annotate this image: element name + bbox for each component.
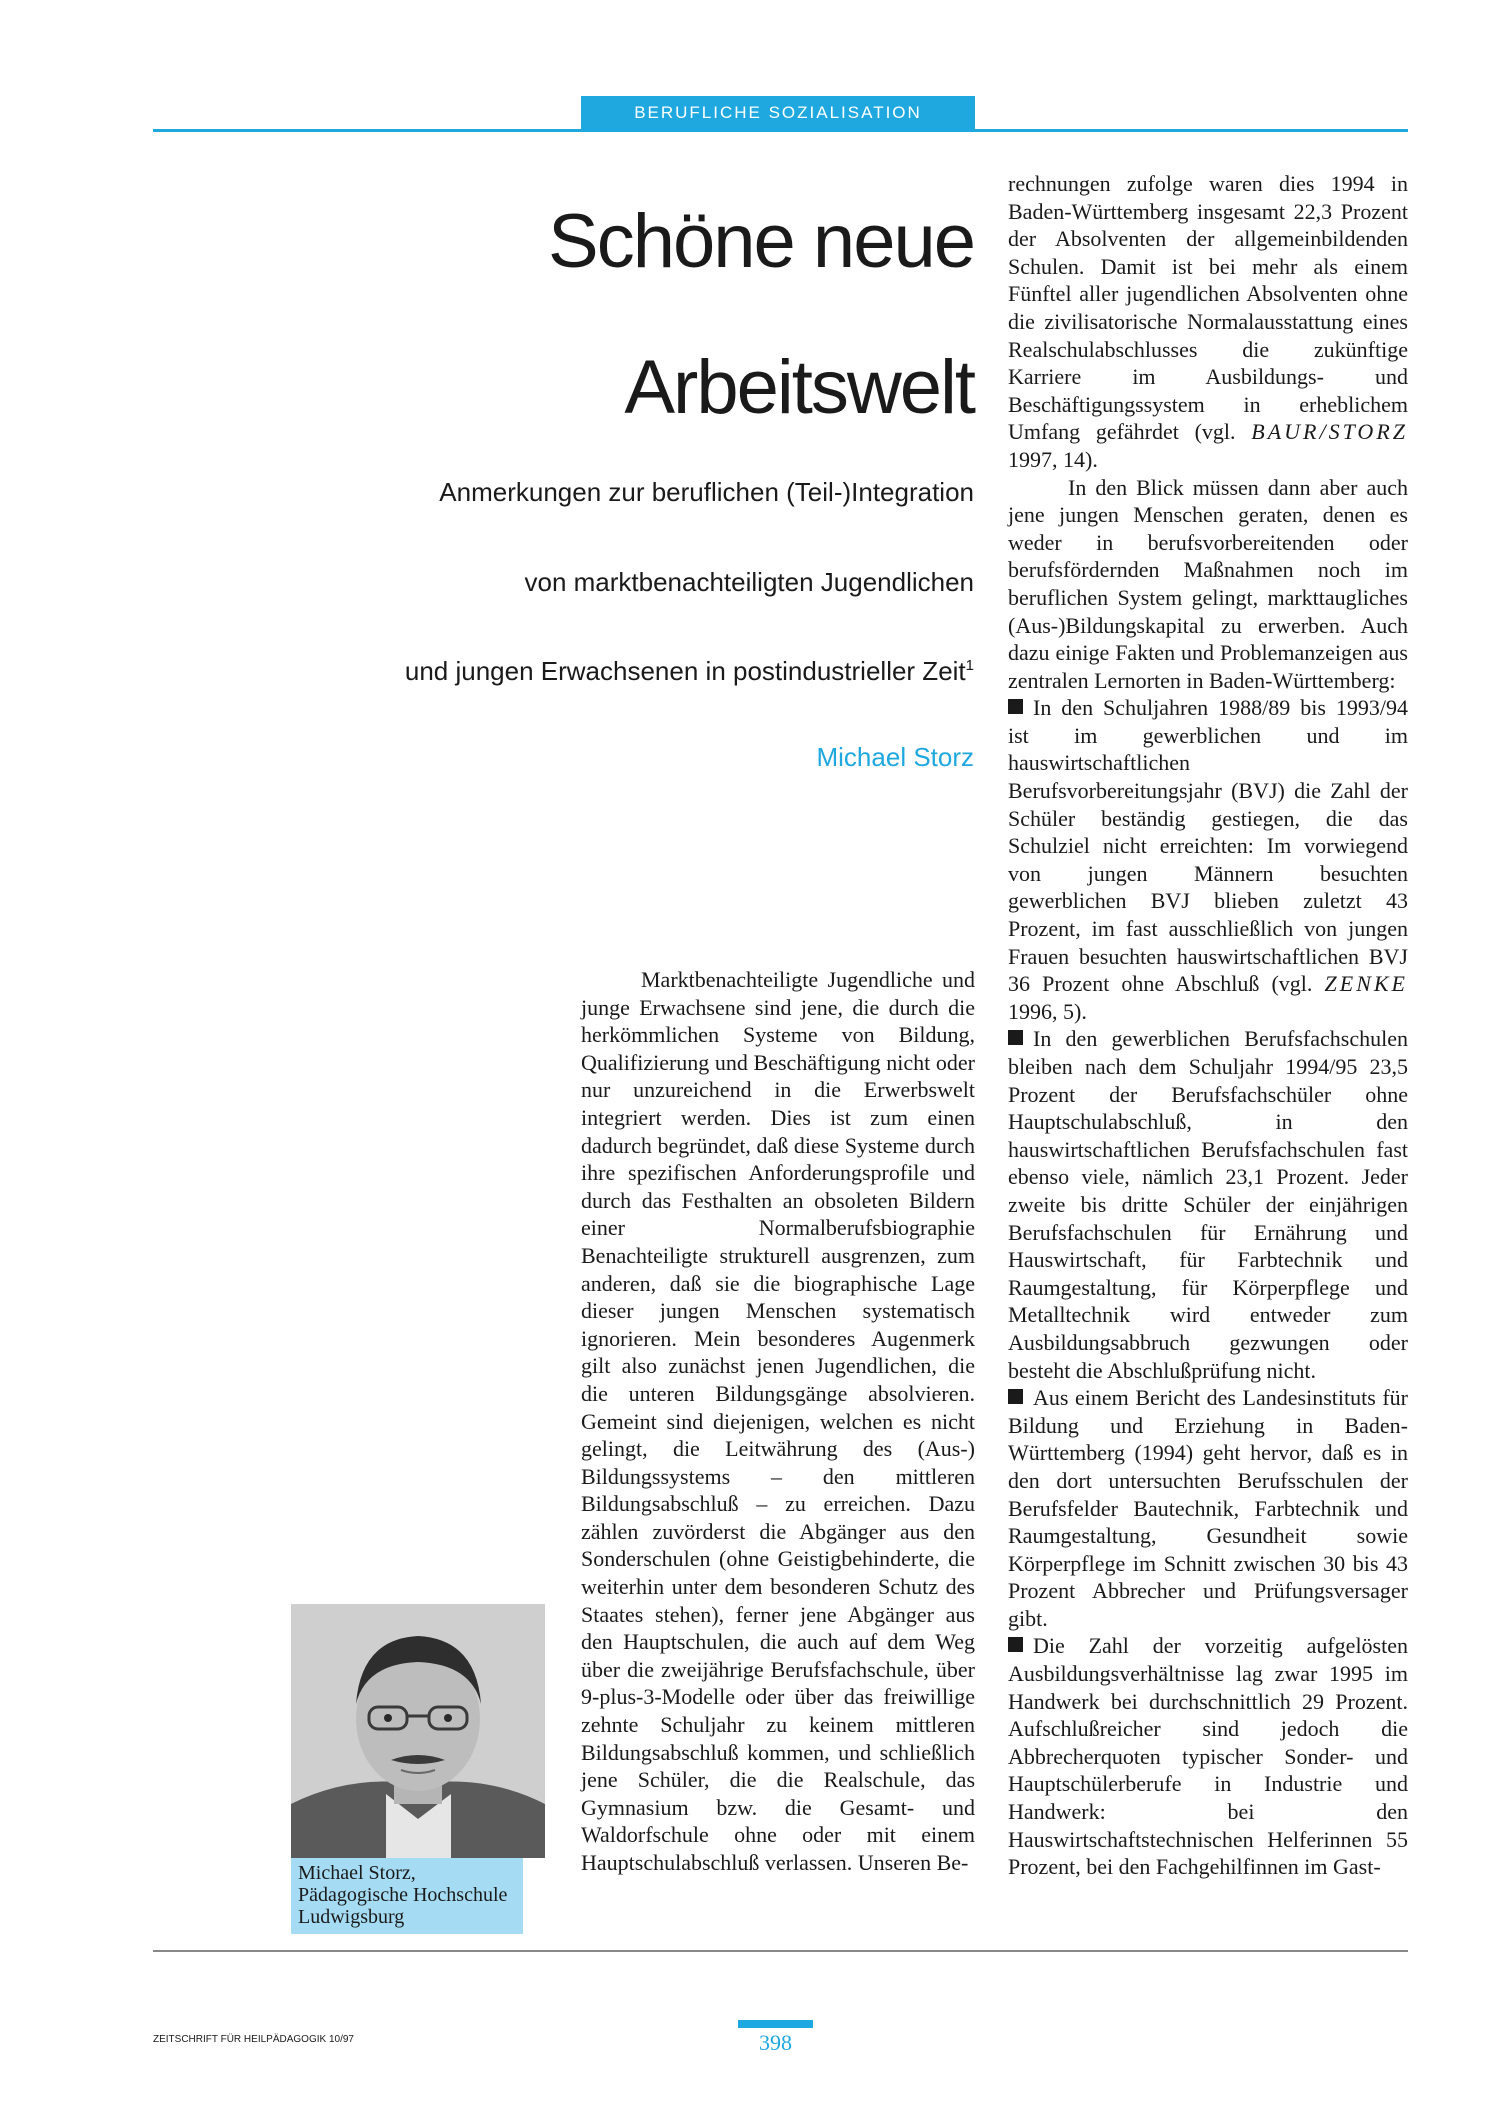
square-bullet-icon: [1008, 1030, 1023, 1045]
citation: ZENKE: [1324, 971, 1408, 997]
text-run: rechnungen zufolge waren dies 1994 in Baden-Württemberg insgesamt 22,3 Prozent der Absolventen der allgemeinbildenden Schulen. Damit ist bei mehr als einem Fünftel aller jugendlichen Absolventen ohne die zivilisatorische Normalausstattung eines Realschulabschlusses die zukünftige Karriere im Ausbildungs- und Beschäftigungssystem in erheblichem Umfang gefährdet (vgl.: [1008, 171, 1408, 445]
caption-line-institution: Pädagogische Hochschule: [298, 1884, 508, 1906]
portrait-illustration: [291, 1604, 545, 1858]
bullet-item: [1008, 1025, 1408, 1384]
text-run: In den Schuljahren 1988/89 bis 1993/94 ist im gewerblichen und im hauswirtschaftlichen Berufsvorbereitungsjahr (BVJ) die Zahl der Schüler beständig gestiegen, die das Schulziel nicht erreichten: Im vorwiegend von jungen Männern besuchten gewerblichen BVJ blieben zuletzt 43 Prozent, im fast ausschließlich von jungen Frauen besuchten hauswirtschaftlichen BVJ 36 Prozent ohne Abschluß (vgl.: [1008, 695, 1408, 997]
article-subtitle-line-3: [405, 658, 974, 684]
author-byline: Michael Storz: [816, 742, 974, 772]
header-rule: [153, 129, 1408, 132]
author-photo: [291, 1604, 545, 1858]
text-run: Aus einem Bericht des Landesinstituts für Bildung und Erziehung in Baden-Württemberg (1994) geht hervor, daß es in den dort untersuchten Berufsschulen der Berufsfelder Bautechnik, Farbtechnik und Raumgestaltung, Gesundheit sowie Körperpflege im Schnitt zwischen 30 bis 43 Prozent Abbrecher und Prüfungsversager gibt.: [1008, 1385, 1408, 1631]
text-run: In den gewerblichen Berufsfachschulen bleiben nach dem Schuljahr 1994/95 23,5 Prozent der Berufsfachschüler ohne Hauptschulabschluß, in den hauswirtschaftlichen Berufsfachschulen fast ebenso viele, nämlich 23,1 Prozent. Jeder zweite bis dritte Schüler der einjährigen Berufsfachschulen für Ernährung und Hauswirtschaft, für Farbtechnik und Raumgestaltung, für Körperpflege und Metalltechnik wird entweder zum Ausbildungsabbruch gezwungen oder besteht die Abschlußprüfung nicht.: [1008, 1026, 1408, 1383]
bullet-item: [1008, 1384, 1408, 1632]
page-number: 398: [759, 2030, 792, 2055]
body-column-middle: [581, 966, 975, 1877]
journal-name: ZEITSCHRIFT FÜR HEILPÄDAGOGIK 10/97: [153, 2034, 354, 2045]
bullet-item: [1008, 1632, 1408, 1880]
article-title-line-2: Arbeitswelt: [624, 345, 974, 430]
citation: BAUR/STORZ: [1251, 419, 1408, 445]
paragraph: [1008, 170, 1408, 474]
bullet-item: [1008, 694, 1408, 1025]
text-run: Die Zahl der vorzeitig aufgelösten Ausbildungsverhältnisse lag zwar 1995 im Handwerk bei durchschnittlich 29 Prozent. Aufschlußreicher sind jedoch die Abbrecherquoten typischer Sonder- und Hauptschülerberufe in Industrie und Handwerk: bei den Hauswirtschaftstechnischen Helferinnen 55 Prozent, bei den Fachgehilfinnen im Gast-: [1008, 1633, 1408, 1880]
text-run: 1997, 14).: [1008, 446, 1098, 472]
square-bullet-icon: [1008, 1637, 1023, 1652]
text-run: 1996, 5).: [1008, 998, 1087, 1024]
page-number-marker: [738, 2020, 813, 2028]
paragraph: Marktbenachteiligte Jugendliche und junge Erwachsene sind jene, die durch die herkömmlichen Systeme von Bildung, Qualifizierung und Beschäftigung nicht oder nur unzureichend in die Erwerbswelt integriert werden. Dies ist zum einen dadurch begründet, daß diese Systeme durch ihre spezifischen Anforderungsprofile und durch das Festhalten an obsoleten Bildern einer Normalberufsbiographie Benachteiligte strukturell ausgrenzen, zum anderen, daß sie die biographische Lage dieser jungen Menschen systematisch ignorieren. Mein besonderes Augenmerk gilt also zunächst jenen Jugendlichen, die die unteren Bildungsgänge absolvieren. Gemeint sind diejenigen, welchen es nicht gelingt, die Leitwährung des (Aus-) Bildungssystems – den mittleren Bildungsabschluß – zu erreichen. Dazu zählen zuvörderst die Abgänger aus den Sonderschulen (ohne Geistigbehinderte, die weiterhin unter dem besonderen Schutz des Staates stehen), ferner jene Abgänger aus den Hauptschulen, die auch auf dem Weg über die zweijährige Berufsfachschule, über 9-plus-3-Modelle oder über das freiwillige zehnte Schuljahr zu keinem mittleren Bildungsabschluß kommen, und schließlich jene Schüler, die die Realschule, das Gymnasium bzw. die Gesamt- und Waldorfschule ohne oder mit einem Hauptschulabschluß verlassen. Unseren Be-: [581, 967, 975, 1875]
article-subtitle-line-2: von marktbenachteiligten Jugendlichen: [524, 567, 974, 597]
subtitle-text: und jungen Erwachsenen in postindustrieller Zeit: [404, 656, 966, 686]
caption-line-name: Michael Storz,: [298, 1862, 416, 1884]
footnote-mark: 1: [965, 657, 974, 674]
article-subtitle-line-1: Anmerkungen zur beruflichen (Teil-)Integration: [439, 477, 974, 507]
photo-caption: [291, 1858, 523, 1934]
article-title-line-1: Schöne neue: [548, 199, 974, 284]
square-bullet-icon: [1008, 1389, 1023, 1404]
square-bullet-icon: [1008, 699, 1023, 714]
caption-line-city: Ludwigsburg: [298, 1906, 405, 1928]
body-column-right: [1008, 170, 1408, 1881]
footer-rule: [153, 1950, 1408, 1952]
section-header-tab: BERUFLICHE SOZIALISATION: [581, 96, 975, 130]
paragraph: In den Blick müssen dann aber auch jene jungen Menschen geraten, denen es weder in berufsvorbereitenden oder berufsfördernden Maßnahmen noch im beruflichen System gelingt, markttaugliches (Aus-)Bildungskapital zu erwerben. Auch dazu einige Fakten und Problemanzeigen aus zentralen Lernorten in Baden-Württemberg:: [1008, 474, 1408, 693]
